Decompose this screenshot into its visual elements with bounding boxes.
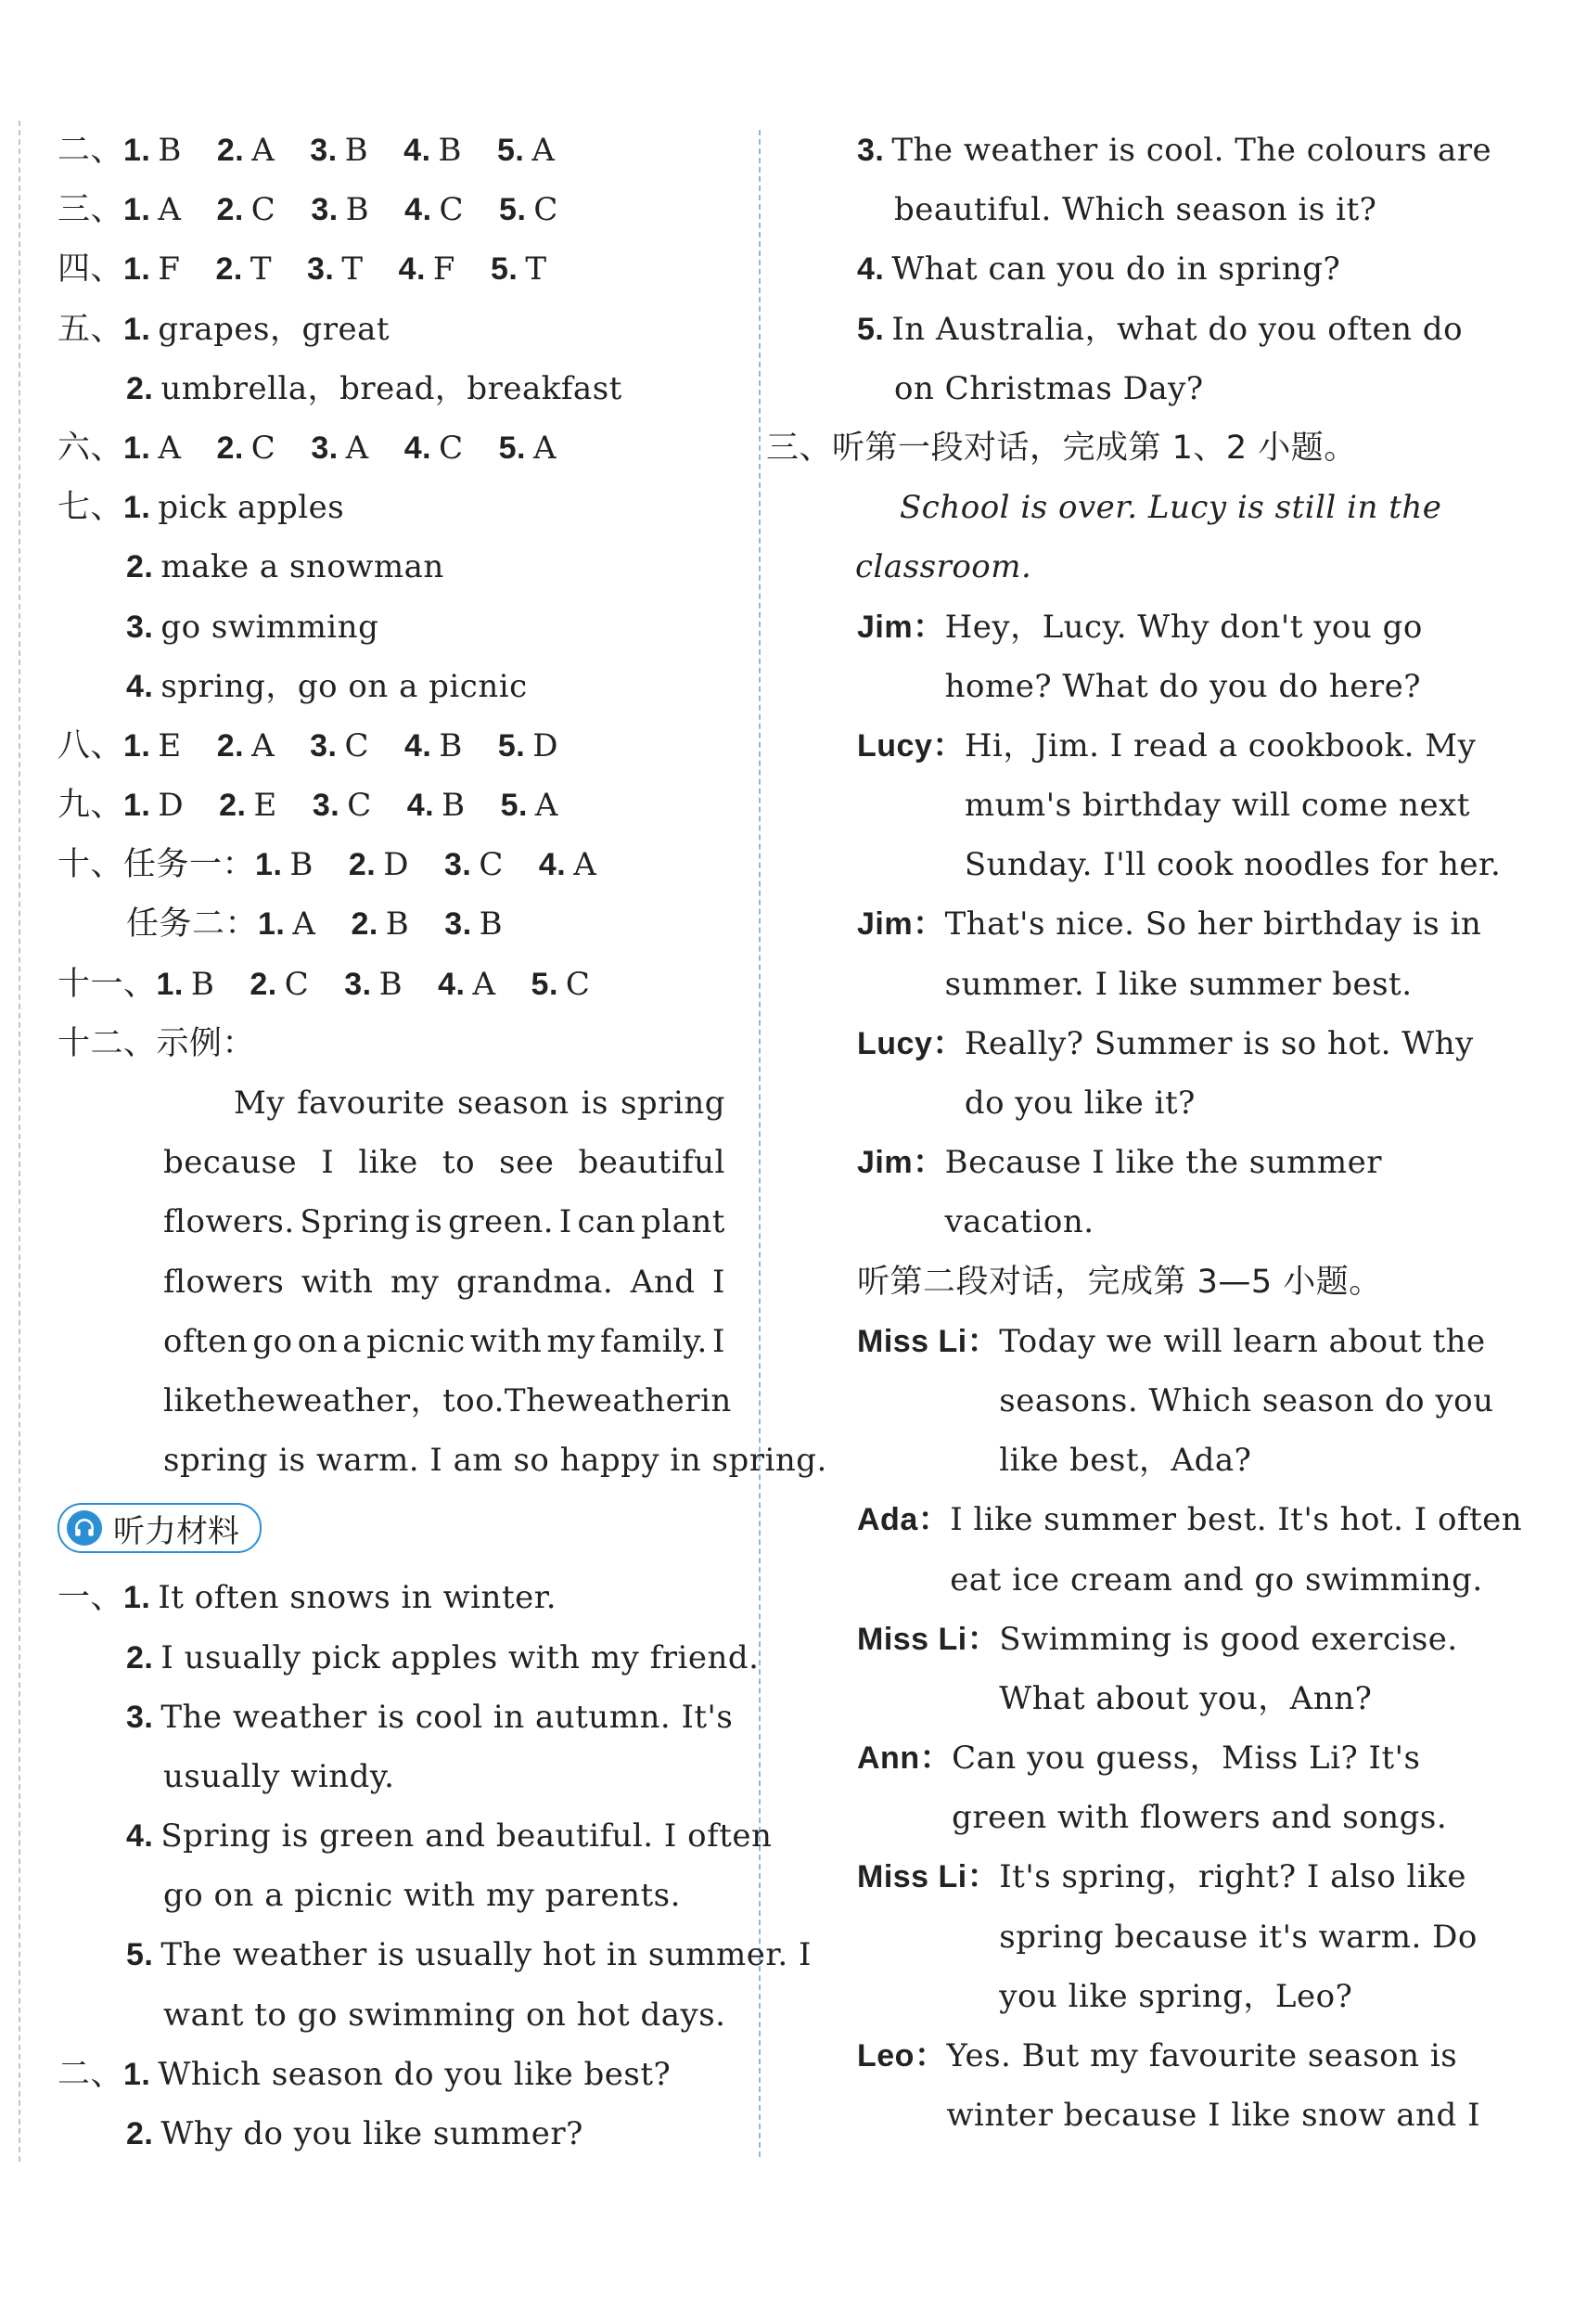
answers-section-7-line: [58, 537, 725, 597]
essay-word: weather: [566, 1381, 701, 1419]
dialog-text: summer. I like summer best.: [944, 965, 1413, 1003]
right-column: [766, 121, 1523, 2145]
answers-section-4: [58, 239, 725, 299]
line-text: go swimming: [160, 608, 379, 646]
answer-value: T: [250, 250, 273, 289]
dialog-text: green with flowers and songs.: [952, 1799, 1448, 1837]
answer-value: A: [158, 429, 182, 467]
dialog-text: That's nice. So her birthday is in: [944, 905, 1482, 944]
dialog-line: [800, 1728, 1475, 1788]
answer-value: D: [532, 726, 558, 764]
essay-word: my: [390, 1263, 440, 1301]
answer-value: B: [439, 726, 463, 764]
question-number: 5.: [498, 430, 526, 466]
essay-word: a: [342, 1322, 363, 1360]
section-label: 八、: [58, 726, 124, 764]
line-text: The weather is cool. The colours are: [891, 132, 1492, 169]
question-number: 3.: [857, 133, 885, 168]
scene-text: School is over. Lucy is still in the: [900, 489, 1442, 527]
listening-part-1-line: [58, 1628, 760, 1688]
speaker-name: Jim：: [857, 609, 945, 645]
task-label: 任务一：: [123, 846, 256, 884]
question-number: 2.: [250, 966, 277, 1002]
answer-value: T: [341, 250, 364, 289]
headphones-icon: [67, 1510, 102, 1546]
listening-part-2-line: [800, 359, 1475, 418]
dialog-text: vacation.: [944, 1203, 1094, 1241]
essay-line: [58, 1073, 725, 1133]
listening-part-2: [58, 2045, 725, 2104]
answer-value: T: [525, 250, 547, 289]
section-label: 二、: [58, 132, 124, 169]
answers-section-8: [58, 716, 725, 776]
dialog-line: [800, 955, 1475, 1014]
dialog-text: Because I like the summer: [944, 1144, 1382, 1182]
listening-part-1-line: [58, 1747, 725, 1806]
question-number: 5.: [857, 311, 885, 347]
essay-word: And: [630, 1263, 696, 1301]
speaker-name: Jim：: [857, 1145, 945, 1181]
answers-section-7: [58, 478, 725, 537]
dialog-text: Sunday. I'll cook noodles for her.: [964, 846, 1502, 884]
answers-section-10-task-2: [58, 894, 725, 954]
dialog-line: [800, 597, 1475, 657]
essay-word: spring: [620, 1085, 725, 1122]
essay-word: like: [358, 1144, 418, 1182]
question-number: 2.: [216, 192, 244, 228]
dialog-line: [800, 1847, 1475, 1907]
listening-part-3: [766, 418, 1475, 478]
dialog-text: Can you guess，Miss Li? It's: [952, 1740, 1421, 1778]
essay-word: the: [223, 1381, 276, 1419]
left-column: [58, 121, 827, 2164]
question-number: 2.: [215, 251, 243, 288]
section-label: 九、: [58, 787, 124, 825]
question-number: 3.: [307, 251, 335, 288]
question-number: 2.: [216, 430, 244, 466]
dialog-text: winter because I like snow and I: [946, 2097, 1481, 2135]
speaker-name: Miss Li：: [857, 1859, 1000, 1895]
answers-section-9: [58, 776, 725, 835]
dialog-line: [800, 894, 1482, 954]
dialog-line: [800, 716, 1475, 776]
essay-word: grandma.: [455, 1263, 614, 1301]
listening-part-1: [58, 1568, 725, 1627]
listening-heading-pill: [58, 1503, 262, 1553]
line-text: usually windy.: [163, 1757, 395, 1795]
dialog-line: [800, 1907, 1478, 1967]
essay-word: weather，too.: [275, 1381, 505, 1419]
listening-part-2-line: [800, 180, 1475, 239]
dialog-line: [800, 1371, 1494, 1431]
answer-value: C: [250, 429, 276, 467]
dialog-text: I like summer best. It's hot. I often: [950, 1501, 1523, 1539]
listening-part-2-line: [800, 239, 1475, 299]
dialog-line: [800, 2026, 1475, 2086]
answers-section-10-task-1: [58, 835, 725, 894]
left-margin-line: [19, 121, 20, 2162]
line-text: In Australia，what do you often do: [891, 310, 1464, 348]
dialog-line: [800, 1014, 1475, 1073]
question-number: 2.: [351, 906, 378, 943]
essay-line: [58, 1192, 725, 1252]
question-number: 2.: [219, 788, 247, 824]
dialog-intro: 听第一段对话，完成第 1、2 小题。: [832, 429, 1357, 467]
dialog-text: Yes. But my favourite season is: [946, 2037, 1458, 2074]
answer-value: A: [472, 965, 496, 1003]
question-number: 1.: [258, 906, 286, 943]
section-label: 四、: [58, 250, 124, 289]
answer-value: A: [532, 429, 557, 467]
essay-word: I: [321, 1144, 335, 1182]
speaker-name: Miss Li：: [857, 1621, 1000, 1657]
dialog-line: [800, 1610, 1475, 1669]
essay-word: because: [163, 1144, 298, 1182]
line-text: It often snows in winter.: [158, 1579, 557, 1617]
answer-value: pick apples: [158, 489, 345, 527]
answer-value: B: [438, 132, 463, 169]
section-label: 三、: [58, 191, 124, 229]
listening-heading-text: 听力材料: [113, 1512, 239, 1550]
answers-section-3: [58, 180, 725, 239]
dialog-text: Really? Summer is so hot. Why: [964, 1024, 1474, 1062]
question-number: 5.: [497, 133, 525, 168]
answer-value: C: [344, 726, 369, 764]
section-label: 十、: [58, 846, 124, 884]
question-number: 4.: [404, 192, 432, 228]
dialog-line: [800, 1192, 1475, 1252]
dialog-line: [800, 1550, 1483, 1610]
question-number: 1.: [123, 2056, 151, 2092]
dialog-line: [800, 657, 1475, 716]
essay-line: [58, 1431, 827, 1490]
question-number: 1.: [123, 251, 151, 288]
answer-value: A: [531, 132, 556, 169]
answer-value: E: [253, 787, 277, 825]
answer-value: A: [534, 787, 558, 825]
dialog-text: Today we will learn about the: [999, 1322, 1486, 1360]
essay-word: with: [469, 1322, 543, 1360]
question-number: 5.: [499, 192, 527, 228]
dialog-text: seasons. Which season do you: [999, 1381, 1494, 1419]
dialog-intro: 听第二段对话，完成第 3—5 小题。: [857, 1263, 1382, 1301]
dialog-text: Hey，Lucy. Why don't you go: [944, 608, 1423, 646]
dialog-text: Hi，Jim. I read a cookbook. My: [964, 726, 1477, 764]
question-number: 4.: [438, 966, 466, 1002]
essay-word: The: [504, 1381, 567, 1419]
essay-word: flowers.: [163, 1203, 295, 1241]
dialog-text: you like spring，Leo?: [999, 1977, 1353, 2015]
essay-word: see: [499, 1144, 555, 1182]
essay-word: is: [416, 1203, 443, 1241]
answers-section-7-line: [58, 657, 725, 716]
answer-value: F: [432, 250, 456, 289]
dialog-line: [800, 2086, 1481, 2145]
essay-line: [58, 1133, 725, 1192]
essay-word: often: [163, 1322, 249, 1360]
answer-value: A: [158, 191, 182, 229]
answers-section-11: [58, 955, 725, 1014]
essay-word: I: [712, 1263, 725, 1301]
dialog-line: [800, 835, 1502, 894]
answers-section-7-line: [58, 597, 725, 657]
dialog-intro-2: [800, 1252, 1475, 1312]
question-number: 2.: [126, 2116, 154, 2151]
dialog-line: [800, 1669, 1475, 1728]
dialog-line: [800, 776, 1475, 835]
speaker-name: Jim：: [857, 906, 945, 943]
answer-value: F: [158, 250, 181, 289]
question-number: 1.: [123, 788, 151, 824]
question-number: 5.: [500, 788, 528, 824]
dialog-text: It's spring，right? I also like: [999, 1858, 1467, 1896]
essay-word: is: [581, 1085, 608, 1122]
question-number: 2.: [126, 370, 154, 406]
question-number: 5.: [497, 727, 526, 764]
answer-value: A: [345, 429, 369, 467]
answer-value: B: [442, 787, 466, 825]
question-number: 1.: [123, 133, 151, 168]
answer-value: C: [533, 191, 558, 229]
question-number: 2.: [126, 549, 154, 585]
question-number: 3.: [126, 609, 154, 645]
line-text: make a snowman: [160, 548, 444, 586]
essay-word: Spring: [300, 1203, 411, 1241]
question-number: 1.: [156, 966, 184, 1002]
dialog-line: [800, 1490, 1523, 1549]
question-number: 3.: [126, 1699, 154, 1735]
listening-part-2-line: [800, 300, 1475, 359]
section-label: 十二、: [58, 1024, 157, 1062]
answer-value: B: [190, 965, 215, 1003]
question-number: 1.: [123, 430, 151, 466]
dialog-text: Swimming is good exercise.: [999, 1620, 1458, 1658]
essay-word: like: [163, 1381, 224, 1419]
listening-heading: [58, 1490, 725, 1568]
answer-value: C: [250, 191, 276, 229]
question-number: 2.: [126, 1639, 154, 1676]
scene-line: [800, 537, 1475, 597]
question-number: 1.: [123, 1580, 151, 1616]
question-number: 1.: [123, 311, 151, 347]
essay-word: flowers: [163, 1263, 285, 1301]
answer-value: A: [573, 846, 597, 884]
answers-section-2: [58, 121, 725, 180]
essay-line: [58, 1371, 732, 1431]
essay-word: on: [297, 1322, 339, 1360]
answer-value: B: [344, 132, 369, 169]
essay-word: my: [546, 1322, 595, 1360]
line-text: What can you do in spring?: [891, 250, 1341, 289]
essay-word: plant: [640, 1203, 725, 1241]
answers-section-12: [58, 1014, 725, 1073]
question-number: 4.: [404, 727, 432, 764]
question-number: 3.: [310, 133, 338, 168]
line-text: want to go swimming on hot days.: [163, 1996, 726, 2034]
answer-value: E: [158, 726, 182, 764]
section-label: 十一、: [58, 965, 157, 1003]
answer-value: C: [439, 429, 464, 467]
answer-value: A: [251, 132, 275, 169]
question-number: 3.: [310, 727, 338, 764]
line-text: Why do you like summer?: [160, 2115, 583, 2152]
essay-word: I: [711, 1322, 725, 1360]
essay-line: [58, 1312, 725, 1371]
dialog-line: [800, 1788, 1475, 1847]
section-label: 二、: [58, 2055, 124, 2093]
answer-value: B: [345, 191, 370, 229]
essay-text: spring is warm. I am so happy in spring.: [163, 1442, 827, 1480]
speaker-name: Lucy：: [857, 727, 965, 764]
answer-value: B: [385, 905, 410, 944]
answer-value: C: [479, 846, 504, 884]
listening-part-1-line: [58, 1925, 812, 1984]
question-number: 3.: [311, 430, 339, 466]
speaker-name: Leo：: [857, 2038, 947, 2074]
listening-part-1-line: [58, 1688, 734, 1747]
question-number: 4.: [406, 788, 435, 824]
dialog-line: [800, 1431, 1475, 1490]
essay-word: I: [558, 1203, 572, 1241]
answer-value: D: [383, 846, 410, 884]
essay-word: to: [442, 1144, 476, 1182]
dialog-line: [800, 1133, 1475, 1192]
question-number: 2.: [216, 727, 245, 764]
answers-section-5: [58, 300, 725, 359]
essay-word: go: [252, 1322, 293, 1360]
line-text: Which season do you like best?: [158, 2055, 672, 2093]
example-label: 示例：: [156, 1024, 256, 1062]
dialog-line: [800, 1967, 1475, 2026]
speaker-name: Miss Li：: [857, 1323, 1000, 1359]
dialog-line: [800, 1073, 1475, 1133]
dialog-text: mum's birthday will come next: [964, 787, 1470, 825]
question-number: 1.: [255, 847, 283, 883]
line-text: go on a picnic with my parents.: [163, 1877, 681, 1915]
question-number: 5.: [126, 1937, 154, 1973]
line-text: umbrella，bread，breakfast: [160, 369, 622, 407]
dialog-text: eat ice cream and go swimming.: [950, 1560, 1483, 1599]
essay-word: season: [456, 1085, 570, 1122]
question-number: 1.: [123, 727, 151, 764]
question-number: 5.: [491, 251, 518, 288]
section-label: 一、: [58, 1579, 124, 1617]
listening-part-1-line: [58, 1806, 773, 1866]
section-label: 七、: [58, 489, 124, 527]
scene-text: classroom.: [855, 548, 1032, 586]
line-text: I usually pick apples with my friend.: [160, 1638, 760, 1676]
answer-value: B: [378, 965, 403, 1003]
answer-value: A: [251, 726, 275, 764]
question-number: 4.: [126, 1818, 154, 1855]
question-number: 4.: [857, 251, 885, 288]
answer-value: C: [565, 965, 591, 1003]
dialog-text: What about you，Ann?: [999, 1679, 1373, 1717]
essay-word: green.: [448, 1203, 555, 1241]
listening-part-1-line: [58, 1985, 725, 2045]
answer-value: A: [292, 905, 316, 944]
scene-line: [800, 478, 1475, 537]
line-text: The weather is usually hot in summer. I: [160, 1936, 812, 1974]
question-number: 4.: [403, 133, 431, 168]
question-number: 4.: [126, 668, 154, 704]
dialog-text: like best，Ada?: [999, 1442, 1252, 1480]
listening-part-2-line: [800, 121, 1492, 180]
answers-section-6: [58, 418, 725, 478]
dialog-line: [800, 1312, 1486, 1371]
essay-word: My: [234, 1085, 286, 1122]
listening-part-2-line: [58, 2104, 725, 2164]
essay-word: can: [577, 1203, 636, 1241]
essay-word: picnic: [366, 1322, 466, 1360]
line-text: beautiful. Which season is it?: [894, 191, 1377, 229]
essay-word: favourite: [297, 1085, 445, 1122]
section-label: 五、: [58, 310, 124, 348]
essay-word: beautiful: [578, 1144, 725, 1182]
question-number: 3.: [444, 906, 472, 943]
question-number: 3.: [444, 847, 472, 883]
answer-value: B: [158, 132, 182, 169]
answer-value: grapes，great: [158, 310, 390, 348]
question-number: 5.: [531, 966, 558, 1002]
speaker-name: Ann：: [857, 1740, 953, 1777]
line-text: Spring is green and beautiful. I often: [160, 1817, 773, 1855]
answer-value: D: [158, 787, 185, 825]
task-label: 任务二：: [126, 905, 259, 944]
speaker-name: Ada：: [857, 1502, 951, 1538]
speaker-name: Lucy：: [857, 1025, 965, 1061]
question-number: 3.: [312, 788, 340, 824]
answer-value: C: [284, 965, 310, 1003]
question-number: 2.: [216, 133, 245, 168]
answer-value: C: [347, 787, 372, 825]
section-label: 六、: [58, 429, 124, 467]
section-label: 三、: [766, 429, 833, 467]
line-text: The weather is cool in autumn. It's: [160, 1698, 734, 1736]
dialog-text: do you like it?: [964, 1085, 1196, 1122]
line-text: spring，go on a picnic: [160, 667, 528, 705]
dialog-text: spring because it's warm. Do: [999, 1918, 1478, 1956]
question-number: 3.: [311, 192, 339, 228]
question-number: 4.: [403, 430, 432, 466]
answer-value: C: [439, 191, 465, 229]
question-number: 4.: [398, 251, 426, 288]
question-number: 1.: [123, 192, 151, 228]
essay-line: [58, 1252, 725, 1312]
question-number: 3.: [344, 966, 372, 1002]
question-number: 1.: [123, 490, 151, 526]
essay-word: family.: [600, 1322, 708, 1360]
line-text: on Christmas Day?: [894, 369, 1204, 407]
question-number: 4.: [538, 847, 567, 883]
listening-part-1-line: [58, 1866, 725, 1925]
dialog-text: home? What do you do here?: [944, 667, 1422, 705]
answer-value: B: [289, 846, 314, 884]
essay-word: in: [700, 1381, 732, 1419]
question-number: 2.: [348, 847, 377, 883]
essay-word: with: [301, 1263, 374, 1301]
answer-value: B: [479, 905, 504, 944]
answers-section-5-line-2: [58, 359, 725, 418]
